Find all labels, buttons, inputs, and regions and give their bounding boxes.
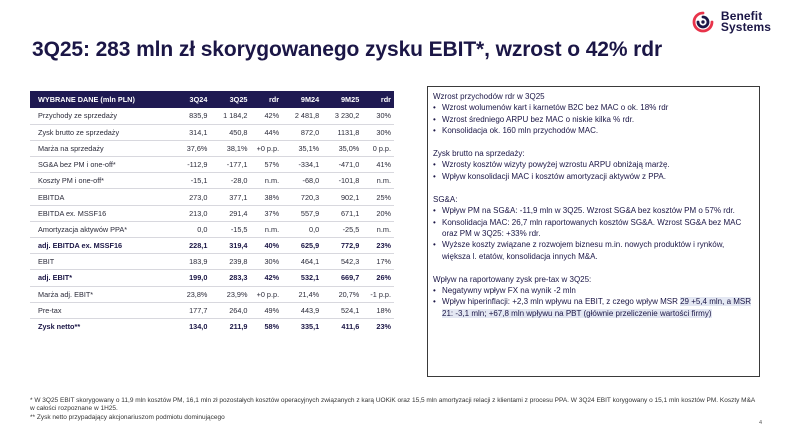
table-row [30,302,394,318]
table-cell: n.m. [250,221,282,237]
row-label: EBITDA ex. MSSF16 [30,205,170,221]
table-cell: 1131,8 [322,124,362,140]
table-cell: -177,1 [210,157,250,173]
table-cell: 44% [250,124,282,140]
table-cell: -112,9 [170,157,210,173]
logo-text-line1: Benefit [720,9,763,23]
list-item: • Wzrost średniego ARPU bez MAC o niskie kilka % rdr. [433,114,753,125]
table-cell: n.m. [362,221,394,237]
table-cell: -334,1 [282,157,322,173]
sga-section-title: SG&A: [433,195,458,205]
table-row [30,173,394,189]
gross-profit-section-title: Zysk brutto na sprzedaży: [433,149,525,159]
financial-table [30,91,394,335]
table-cell: 57% [250,157,282,173]
table-header-row [30,91,394,108]
table-row [30,238,394,254]
table-cell: 3 230,2 [322,108,362,124]
table-cell: -28,0 [210,173,250,189]
logo-mark-icon [691,10,715,34]
table-cell: 335,1 [300,322,320,332]
table-cell: 625,9 [282,238,322,254]
header-9m25: 9M25 [341,95,360,104]
row-label: Amortyzacja aktywów PPA* [30,221,170,237]
table-cell: -471,0 [322,157,362,173]
row-label: Pre-tax [30,302,170,318]
list-item: • Wyższe koszty związane z rozwojem biznesu m.in. nowych produktów i rynków, większa l. etatów, konsolidacja innych M&A. [433,239,753,262]
table-cell: n.m. [250,173,282,189]
row-label: EBITDA [30,189,170,205]
table-cell: 134,0 [189,322,208,332]
table-cell: 37% [250,205,282,221]
table-cell: 319,4 [210,238,250,254]
table-cell: 17% [362,254,394,270]
row-label: SG&A bez PM i one-off* [30,157,170,173]
list-item: • Wpływ PM na SG&A: -11,9 mln w 3Q25. Wzrost SG&A bez kosztów PM o 57% rdr. [433,205,753,216]
table-cell: 2 481,8 [282,108,322,124]
table-cell: 720,3 [282,189,322,205]
table-cell: 411,6 [341,322,360,332]
table-cell: 213,0 [170,205,210,221]
list-item: • Wzrost wolumenów kart i karnetów B2C bez MAC o ok. 18% rdr [433,102,753,113]
revenue-list [433,102,753,136]
table-cell: 835,9 [170,108,210,124]
footnotes [30,397,760,422]
table-cell: 669,7 [322,270,362,286]
table-cell: 199,0 [170,270,210,286]
list-item: • Wpływ konsolidacji MAC i kosztów amortyzacji aktywów z PPA. [433,171,753,182]
table-cell: 0,0 [282,221,322,237]
table-cell: 20% [362,205,394,221]
table-row [30,286,394,302]
table-row [30,189,394,205]
table-cell: 443,9 [282,302,322,318]
table-cell: 314,1 [170,124,210,140]
row-label: Marża na sprzedaży [30,140,170,156]
table-cell: 450,8 [210,124,250,140]
hyperinflation-text-highlight: 29 +5,4 mln, a MSR 21: -3,1 mln; +67,8 mln wpływu na PBT (głównie przeliczenie wartości firmy) [442,297,752,318]
header-3q24: 3Q24 [189,95,208,104]
table-cell: 177,7 [170,302,210,318]
table-cell: 30% [250,254,282,270]
header-3q25: 3Q25 [229,95,248,104]
table-row [30,221,394,237]
table-cell: 21,4% [282,286,322,302]
pretax-list [433,285,753,319]
table-cell: 183,9 [170,254,210,270]
table-cell: -101,8 [322,173,362,189]
table-cell: +0 p.p. [250,140,282,156]
table-cell: 532,1 [282,270,322,286]
table-cell: 30% [362,108,394,124]
row-label: adj. EBITDA ex. MSSF16 [30,238,170,254]
table-cell: 30% [362,124,394,140]
row-label: Marża adj. EBIT* [30,286,170,302]
table-cell: 58% [264,322,280,332]
table-cell: 902,1 [322,189,362,205]
table-cell: -68,0 [282,173,322,189]
table-cell: 42% [250,108,282,124]
sga-list [433,205,753,261]
table-cell: 38,1% [210,140,250,156]
row-label: EBIT [30,254,170,270]
gross-profit-list [433,159,753,182]
table-row [30,205,394,221]
row-label: adj. EBIT* [30,270,170,286]
table-cell: 40% [250,238,282,254]
list-item [433,296,753,319]
header-rdr-q: rdr [268,95,280,104]
table-row [30,254,394,270]
table-cell: 20,7% [322,286,362,302]
table-cell: -1 p.p. [362,286,394,302]
commentary-box [427,86,760,377]
table-cell: 18% [362,302,394,318]
table-cell: 542,3 [322,254,362,270]
header-label: WYBRANE DANE (mln PLN) [38,95,135,104]
pretax-section-title: Wpływ na raportowany zysk pre-tax w 3Q25: [433,274,592,284]
table-cell: 1 184,2 [210,108,250,124]
page-title: 3Q25: 283 mln zł skorygowanego zysku EBIT*, wzrost o 42% rdr [32,38,663,61]
row-label: Przychody ze sprzedaży [30,108,170,124]
table-cell: -15,1 [170,173,210,189]
table-cell: 25% [362,189,394,205]
logo-text-line2: Systems [720,20,771,34]
table-cell: 23% [376,322,391,332]
table-cell: 23,8% [170,286,210,302]
table-cell: 239,8 [210,254,250,270]
table-cell: 35,0% [322,140,362,156]
list-item: • Wzrosty kosztów wizyty powyżej wzrostu ARPU obniżają marżę. [433,159,753,170]
row-label: Koszty PM i one-off* [30,173,170,189]
table-cell: 211,9 [229,322,248,332]
table-cell: 377,1 [210,189,250,205]
list-item: • Konsolidacja MAC: 26,7 mln raportowanych kosztów SG&A. Wzrost SG&A bez MAC oraz PM w 3Q25: +33% rdr. [433,217,753,240]
table-cell: 42% [250,270,282,286]
table-cell: +0 p.p. [250,286,282,302]
header-rdr-9m: rdr [380,95,391,104]
table-row [30,108,394,124]
row-label: Zysk netto** [38,322,81,332]
revenue-section-title: Wzrost przychodów rdr w 3Q25 [433,92,545,101]
table-cell: 772,9 [322,238,362,254]
table-row [30,157,394,173]
table-cell: 671,1 [322,205,362,221]
list-item: • Negatywny wpływ FX na wynik -2 mln [433,285,753,296]
table-cell: -25,5 [322,221,362,237]
table-cell: -15,5 [210,221,250,237]
table-cell: 464,1 [282,254,322,270]
table-cell: 23% [362,238,394,254]
table-row [30,140,394,156]
table-cell: 291,4 [210,205,250,221]
table-row [30,270,394,286]
table-cell: 283,3 [210,270,250,286]
table-row [30,318,394,334]
table-cell: 49% [250,302,282,318]
table-body [30,108,394,335]
table-cell: 0,0 [170,221,210,237]
table-cell: 23,9% [210,286,250,302]
header-9m24: 9M24 [300,95,320,104]
table-cell: 41% [362,157,394,173]
table-cell: 264,0 [210,302,250,318]
table-row [30,124,394,140]
financial-table-container [30,91,394,335]
table-cell: 524,1 [322,302,362,318]
table-cell: 228,1 [170,238,210,254]
row-label: Zysk brutto ze sprzedaży [30,124,170,140]
hyperinflation-text-a: Wpływ hiperinflacji: +2,3 mln wpływu na EBIT, z czego wpływ MSR [442,297,681,307]
company-logo [691,10,771,34]
page-number: 4 [758,420,762,426]
footnote-1: * W 3Q25 EBIT skorygowany o 11,9 mln kosztów PM, 16,1 mln zł pozostałych kosztów operacyjnych związanych z karą UOKiK oraz 15,5 mln amortyzacji relacji z klientami z procesu PPA. W 3Q24 EBIT korygowany o 15,1 mln kosztów PM. Koszty M&A w całości rozpoznane w 1H25. [30,397,755,413]
table-cell: 273,0 [170,189,210,205]
table-cell: n.m. [362,173,394,189]
table-cell: 38% [250,189,282,205]
table-cell: 26% [362,270,394,286]
table-cell: 557,9 [282,205,322,221]
table-cell: 37,6% [170,140,210,156]
table-cell: 35,1% [282,140,322,156]
table-cell: 0 p.p. [362,140,394,156]
table-cell: 872,0 [282,124,322,140]
footnote-2: ** Zysk netto przypadający akcjonariuszom podmiotu dominującego [30,413,225,421]
list-item: • Konsolidacja ok. 160 mln przychodów MAC. [433,125,753,136]
